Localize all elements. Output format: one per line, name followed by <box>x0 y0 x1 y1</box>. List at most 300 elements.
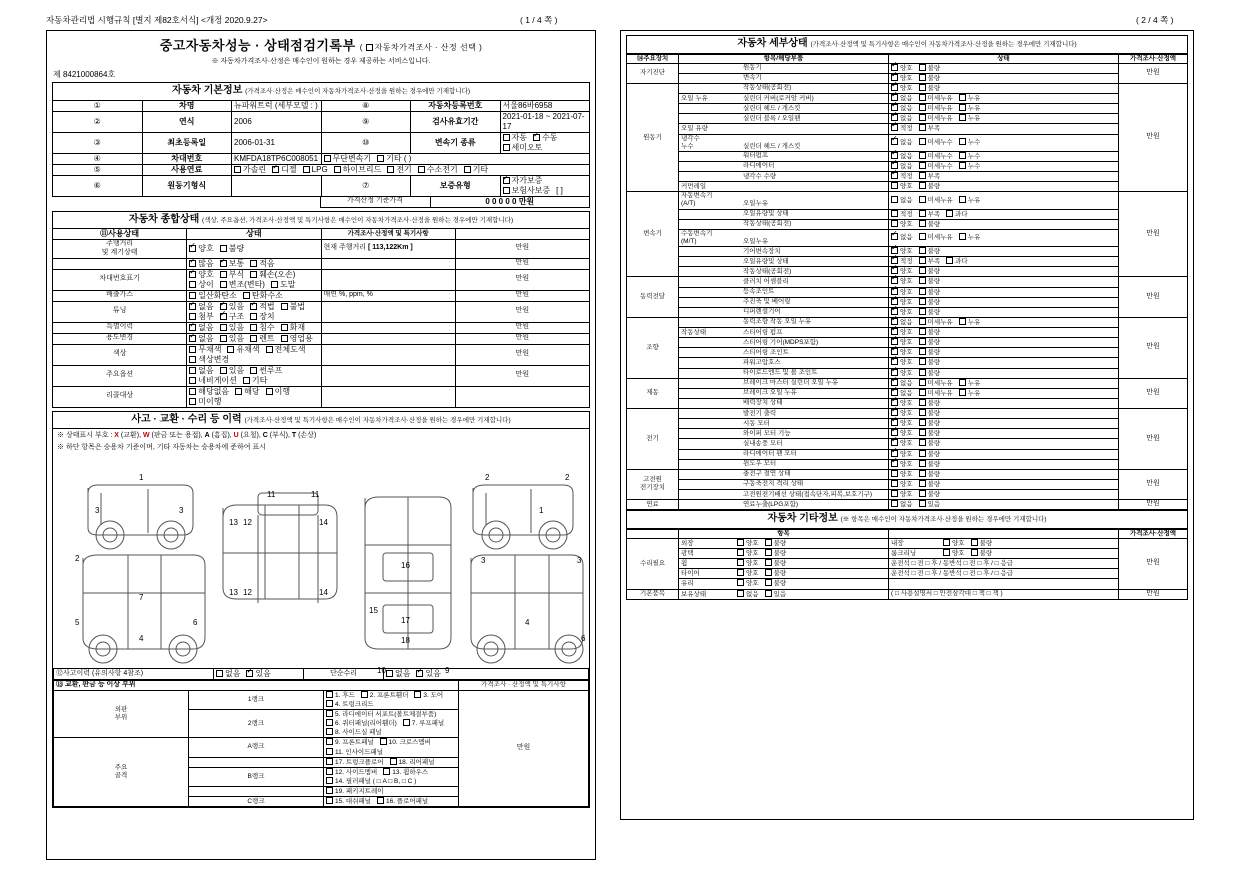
other-l-0-3-option[interactable]: 양호 <box>737 569 759 578</box>
checkbox-overall2-0[interactable] <box>189 271 196 278</box>
detail-item-state[interactable] <box>889 388 1119 398</box>
checkbox-detail-7-2-0[interactable] <box>891 490 898 497</box>
other-item-label[interactable]: 휠 양호 불량 <box>679 559 889 569</box>
detail-6-3-option[interactable]: ✓ 양호 <box>891 439 913 448</box>
checkbox-detail-1-5-1[interactable] <box>919 138 926 145</box>
detail-item-state[interactable] <box>889 490 1119 500</box>
other-l-0-4-option[interactable]: 불량 <box>765 579 787 588</box>
detail-item-state[interactable] <box>889 429 1119 439</box>
accident-options[interactable] <box>214 669 304 680</box>
overall1-option[interactable]: ✓ 보통 <box>220 259 244 269</box>
overall9-option[interactable]: 미이행 <box>189 397 221 407</box>
detail-item-state[interactable] <box>889 398 1119 408</box>
detail-2-4-option[interactable]: 불량 <box>919 247 941 256</box>
detail-2-6-option[interactable]: 불량 <box>919 267 941 276</box>
checkbox-detail-1-3-1[interactable] <box>919 114 926 121</box>
overall8-option[interactable]: 기타 <box>243 376 267 386</box>
detail-6-5-option[interactable]: ✓ 양호 <box>891 460 913 469</box>
checkbox-detail-2-3-1[interactable] <box>919 233 926 240</box>
detail-1-7-option[interactable]: 누수 <box>959 162 981 171</box>
checkbox-overall7-3[interactable] <box>189 356 196 363</box>
transmission-option[interactable]: 자동 <box>503 133 527 143</box>
checkbox-exchange-1-0[interactable] <box>326 710 333 717</box>
exchange-part[interactable]: 13. 휠하우스 <box>383 768 428 777</box>
checkbox-detail-1-6-2[interactable] <box>959 152 966 159</box>
detail-3-1-option[interactable]: ✓ 양호 <box>891 288 913 297</box>
overall-item-state[interactable] <box>187 365 321 386</box>
checkbox-overall7-1[interactable] <box>227 346 234 353</box>
detail-item-state[interactable] <box>889 247 1119 257</box>
checkbox-other-r-0-1-0[interactable] <box>943 549 950 556</box>
checkbox-detail-5-0-2[interactable] <box>959 379 966 386</box>
checkbox-overall6-1[interactable] <box>220 335 227 342</box>
checkbox-fuel-1[interactable] <box>272 166 279 173</box>
detail-3-0-option[interactable]: 불량 <box>919 277 941 286</box>
other-r-0-1-option[interactable]: 불량 <box>971 549 993 558</box>
overall0-option[interactable]: 불량 <box>220 244 244 254</box>
exchange-part[interactable]: 1. 후드 <box>326 691 355 700</box>
detail-1-5-option[interactable]: 누수 <box>959 138 981 147</box>
detail-4-0-option[interactable]: 누유 <box>959 318 981 327</box>
exchange-part[interactable]: 2. 프론트휀더 <box>361 691 409 700</box>
checkbox-fuel-2[interactable] <box>303 166 310 173</box>
checkbox-overall9-3[interactable] <box>189 398 196 405</box>
detail-item-state[interactable] <box>889 358 1119 368</box>
fuel-option[interactable]: 하이브리드 <box>334 165 382 175</box>
other-item-right[interactable]: ( □ 사용설명서 □ 안전삼각대 □ 잭 □ 잭 ) <box>889 589 1119 599</box>
checkbox-other-l-0-2-1[interactable] <box>765 559 772 566</box>
fuel-option[interactable]: LPG <box>303 165 328 175</box>
checkbox-transmission-1[interactable] <box>533 134 540 141</box>
checkbox-detail-6-2-1[interactable] <box>919 429 926 436</box>
warranty-option[interactable]: ✓자가보증 <box>503 176 543 186</box>
detail-item-state[interactable] <box>889 94 1119 104</box>
checkbox-detail-4-0-2[interactable] <box>959 318 966 325</box>
exchange-items[interactable] <box>324 738 459 757</box>
detail-5-2-option[interactable]: 불량 <box>919 399 941 408</box>
detail-0-1-option[interactable]: ✓ 양호 <box>891 74 913 83</box>
detail-2-0-option[interactable]: 미세누유 <box>919 196 953 205</box>
detail-7-2-option[interactable]: 양호 <box>891 490 913 499</box>
checkbox-overall9-0[interactable] <box>189 388 196 395</box>
exchange-part[interactable]: 4. 트렁크리드 <box>326 700 374 709</box>
overall2-option[interactable]: 훼손(오손) <box>250 270 295 280</box>
checkbox-overall8-0[interactable] <box>189 367 196 374</box>
checkbox-overall2-4[interactable] <box>220 281 227 288</box>
checkbox-other-l-0-4-1[interactable] <box>765 579 772 586</box>
checkbox-detail-1-1-1[interactable] <box>919 94 926 101</box>
checkbox-detail-2-1-1[interactable] <box>919 210 926 217</box>
detail-2-3-option[interactable]: 누유 <box>959 233 981 242</box>
overall4-option[interactable]: ✓없음 <box>189 302 213 312</box>
overall4-option[interactable]: 첨부 <box>189 312 213 322</box>
overall-item-state[interactable] <box>187 333 321 344</box>
checkbox-exchange-6-1[interactable] <box>377 797 384 804</box>
detail-1-7-option[interactable]: 미세누수 <box>919 162 953 171</box>
detail-item-state[interactable] <box>889 378 1119 388</box>
transmission-options[interactable] <box>500 132 590 153</box>
checkbox-warranty-0[interactable] <box>503 177 510 184</box>
detail-8-0-option[interactable]: 있음 <box>919 500 941 509</box>
detail-5-1-option[interactable]: 미세누유 <box>919 389 953 398</box>
detail-item-state[interactable] <box>889 459 1119 469</box>
overall5-option[interactable]: ✓ 없음 <box>189 323 213 333</box>
detail-1-3-option[interactable]: 누유 <box>959 114 981 123</box>
detail-item-state[interactable] <box>889 63 1119 73</box>
detail-4-0-option[interactable]: 미세누유 <box>919 318 953 327</box>
exchange-part[interactable]: 3. 도어 <box>414 691 443 700</box>
detail-4-4-option[interactable]: ✓ 양호 <box>891 358 913 367</box>
checkbox-overall8-4[interactable] <box>243 377 250 384</box>
checkbox-overall4-4[interactable] <box>189 313 196 320</box>
detail-2-1-option[interactable]: 적정 <box>891 210 913 219</box>
checkbox-overall4-5[interactable] <box>220 313 227 320</box>
overall4-option[interactable]: ✓ 적법 <box>250 302 274 312</box>
fuel-option[interactable]: 가솔린 <box>234 165 266 175</box>
detail-5-0-option[interactable]: 누유 <box>959 379 981 388</box>
checkbox-detail-0-1-1[interactable] <box>919 74 926 81</box>
checkbox-detail-2-1-2[interactable] <box>946 210 953 217</box>
checkbox-exchange-4-2[interactable] <box>326 777 333 784</box>
detail-item-state[interactable] <box>889 277 1119 287</box>
checkbox-detail-6-0-1[interactable] <box>919 409 926 416</box>
checkbox-exchange-4-0[interactable] <box>326 768 333 775</box>
detail-4-5-option[interactable]: 불량 <box>919 369 941 378</box>
detail-2-0-option[interactable]: 없음 <box>891 196 913 205</box>
checkbox-detail-0-0-1[interactable] <box>919 64 926 71</box>
detail-item-state[interactable] <box>889 229 1119 246</box>
detail-4-2-option[interactable]: 불량 <box>919 338 941 347</box>
other-l-0-2-option[interactable]: 양호 <box>737 559 759 568</box>
checkbox-overall2-5[interactable] <box>271 281 278 288</box>
overall7-option[interactable]: 무채색 <box>189 345 221 355</box>
exchange-part[interactable]: 11. 인사이드패널 <box>326 748 383 757</box>
exchange-part[interactable]: 18. 리어패널 <box>390 758 435 767</box>
accident-option[interactable]: ✓ 있음 <box>246 669 270 679</box>
checkbox-detail-6-4-1[interactable] <box>919 450 926 457</box>
checkbox-overall1-2[interactable] <box>250 260 257 267</box>
checkbox-exchange-2-1[interactable] <box>380 738 387 745</box>
other-r-0-0-option[interactable]: 불량 <box>971 539 993 548</box>
other-item-right[interactable]: 운전석 □ 전 □ 후 / 동반석 □ 전 □ 후 / □ 응급 <box>889 559 1119 569</box>
exchange-part[interactable]: 12. 사이드멤버 <box>326 768 377 777</box>
overall-item-state[interactable] <box>187 269 321 290</box>
price-survey-option[interactable]: ( 자동차가격조사 · 산정 선택 ) <box>359 43 483 52</box>
checkbox-detail-7-0-1[interactable] <box>919 470 926 477</box>
exchange-part[interactable]: 8. 사이드실 패널 <box>326 728 382 737</box>
checkbox-detail-2-3-2[interactable] <box>959 233 966 240</box>
checkbox-other-l-0-2-0[interactable] <box>737 559 744 566</box>
checkbox-overall4-0[interactable] <box>189 303 196 310</box>
detail-0-1-option[interactable]: 불량 <box>919 74 941 83</box>
detail-3-0-option[interactable]: ✓ 양호 <box>891 277 913 286</box>
checkbox-detail-1-6-1[interactable] <box>919 152 926 159</box>
detail-item-state[interactable] <box>889 449 1119 459</box>
detail-6-5-option[interactable]: 불량 <box>919 460 941 469</box>
transmission-options-2[interactable] <box>321 153 590 164</box>
detail-8-0-option[interactable]: 없음 <box>891 500 913 509</box>
checkbox-fuel-0[interactable] <box>234 166 241 173</box>
checkbox-other-l-1-0-1[interactable] <box>765 590 772 597</box>
detail-1-4-option[interactable]: ✓ 적정 <box>891 124 913 133</box>
checkbox-transmission-1[interactable] <box>377 155 384 162</box>
detail-item-state[interactable] <box>889 317 1119 327</box>
checkbox-other-l-0-0-0[interactable] <box>737 539 744 546</box>
checkbox-detail-5-1-1[interactable] <box>919 389 926 396</box>
detail-3-2-option[interactable]: 불량 <box>919 298 941 307</box>
checkbox-exchange-1-3[interactable] <box>326 728 333 735</box>
other-item-label[interactable]: 타이어 양호 불량 <box>679 569 889 579</box>
checkbox-overall2-3[interactable] <box>189 281 196 288</box>
overall4-option[interactable]: 장치 <box>250 312 274 322</box>
exchange-items[interactable] <box>324 690 459 709</box>
detail-4-2-option[interactable]: ✓ 양호 <box>891 338 913 347</box>
overall1-option[interactable]: 적음 <box>250 259 274 269</box>
detail-1-8-option[interactable]: ✓ 적정 <box>891 172 913 181</box>
overall6-option[interactable]: 영업용 <box>281 334 313 344</box>
checkbox-overall5-0[interactable] <box>189 324 196 331</box>
checkbox-simple-repair-0[interactable] <box>386 670 393 677</box>
other-l-0-2-option[interactable]: 불량 <box>765 559 787 568</box>
detail-1-5-option[interactable]: 미세누수 <box>919 138 953 147</box>
checkbox-detail-4-3-1[interactable] <box>919 348 926 355</box>
fuel-option[interactable]: 기타 <box>464 165 488 175</box>
detail-1-1-option[interactable]: ✓ 없음 <box>891 94 913 103</box>
detail-1-9-option[interactable]: 양호 <box>891 182 913 191</box>
checkbox-overall2-1[interactable] <box>220 271 227 278</box>
detail-5-0-option[interactable]: ✓ 없음 <box>891 379 913 388</box>
checkbox-detail-4-2-1[interactable] <box>919 338 926 345</box>
overall9-option[interactable]: 이행 <box>266 387 290 397</box>
checkbox-overall3-0[interactable] <box>189 292 196 299</box>
detail-0-0-option[interactable]: 불량 <box>919 64 941 73</box>
overall8-option[interactable]: 썬루프 <box>250 366 282 376</box>
other-item-right[interactable]: 룸크리닝 양호 불량 <box>889 549 1119 559</box>
fuel-option[interactable]: 수소전기 <box>418 165 458 175</box>
checkbox-detail-7-1-1[interactable] <box>919 480 926 487</box>
overall6-option[interactable]: 렌트 <box>250 334 274 344</box>
checkbox-detail-2-0-1[interactable] <box>919 196 926 203</box>
detail-5-1-option[interactable]: 누유 <box>959 389 981 398</box>
detail-7-1-option[interactable]: 불량 <box>919 480 941 489</box>
checkbox-exchange-6-0[interactable] <box>326 797 333 804</box>
overall-item-state[interactable] <box>187 240 321 259</box>
checkbox-detail-3-0-1[interactable] <box>919 277 926 284</box>
checkbox-fuel-3[interactable] <box>334 166 341 173</box>
checkbox-transmission-0[interactable] <box>503 134 510 141</box>
simple-repair-option[interactable]: 없음 <box>386 669 410 679</box>
detail-1-3-option[interactable]: ✓ 없음 <box>891 114 913 123</box>
detail-7-2-option[interactable]: 불량 <box>919 490 941 499</box>
exchange-items[interactable] <box>324 787 459 797</box>
detail-3-3-option[interactable]: ✓ 양호 <box>891 308 913 317</box>
detail-5-1-option[interactable]: ✓ 없음 <box>891 389 913 398</box>
checkbox-overall7-2[interactable] <box>266 346 273 353</box>
checkbox-other-l-0-4-0[interactable] <box>737 579 744 586</box>
detail-4-0-option[interactable]: ✓ 없음 <box>891 318 913 327</box>
checkbox-exchange-1-2[interactable] <box>403 719 410 726</box>
detail-item-state[interactable] <box>889 104 1119 114</box>
checkbox-detail-7-1-0[interactable] <box>891 480 898 487</box>
other-item-label[interactable]: 유리 양호 불량 <box>679 579 889 589</box>
checkbox-detail-2-0-0[interactable] <box>891 196 898 203</box>
checkbox-detail-1-5-2[interactable] <box>959 138 966 145</box>
exchange-part[interactable]: 9. 프론트패널 <box>326 738 374 747</box>
detail-item-state[interactable] <box>889 134 1119 151</box>
detail-3-1-option[interactable]: 불량 <box>919 288 941 297</box>
overall-item-state[interactable] <box>187 258 321 269</box>
other-item-right[interactable] <box>889 579 1119 589</box>
other-r-0-1-option[interactable]: 양호 <box>943 549 965 558</box>
other-l-0-0-option[interactable]: 불량 <box>765 539 787 548</box>
detail-5-0-option[interactable]: 미세누유 <box>919 379 953 388</box>
detail-4-1-option[interactable]: ✓ 양호 <box>891 328 913 337</box>
detail-item-state[interactable] <box>889 209 1119 219</box>
accident-option[interactable]: 없음 <box>216 669 240 679</box>
detail-1-2-option[interactable]: 미세누유 <box>919 104 953 113</box>
detail-item-state[interactable] <box>889 500 1119 510</box>
checkbox-detail-2-4-1[interactable] <box>919 247 926 254</box>
detail-1-1-option[interactable]: 미세누유 <box>919 94 953 103</box>
overall2-option[interactable]: 도말 <box>271 280 295 290</box>
simple-repair-option[interactable]: ✓ 있음 <box>416 669 440 679</box>
overall-item-state[interactable] <box>187 322 321 333</box>
checkbox-detail-3-3-1[interactable] <box>919 308 926 315</box>
detail-7-0-option[interactable]: 불량 <box>919 470 941 479</box>
detail-item-state[interactable] <box>889 338 1119 348</box>
detail-item-state[interactable] <box>889 307 1119 317</box>
checkbox-other-l-1-0-0[interactable] <box>737 590 744 597</box>
transmission-option[interactable]: ✓ 수동 <box>533 133 557 143</box>
overall1-option[interactable]: ✓많음 <box>189 259 213 269</box>
detail-item-state[interactable] <box>889 172 1119 182</box>
checkbox-detail-1-0-1[interactable] <box>919 84 926 91</box>
overall-item-state[interactable] <box>187 386 321 407</box>
checkbox-detail-1-2-2[interactable] <box>959 104 966 111</box>
checkbox-overall0-1[interactable] <box>220 245 227 252</box>
simple-repair-options[interactable] <box>384 669 589 680</box>
detail-4-3-option[interactable]: ✓ 양호 <box>891 348 913 357</box>
detail-2-1-option[interactable]: 과다 <box>946 210 968 219</box>
checkbox-overall9-1[interactable] <box>235 388 242 395</box>
checkbox-exchange-0-0[interactable] <box>326 691 333 698</box>
detail-item-state[interactable] <box>889 368 1119 378</box>
detail-1-0-option[interactable]: ✓ 양호 <box>891 84 913 93</box>
detail-item-state[interactable] <box>889 409 1119 419</box>
overall7-option[interactable]: 전체도색 <box>266 345 306 355</box>
other-l-1-0-option[interactable]: 없음 <box>737 590 759 599</box>
checkbox-detail-6-3-1[interactable] <box>919 439 926 446</box>
detail-item-state[interactable] <box>889 287 1119 297</box>
checkbox-overall7-0[interactable] <box>189 346 196 353</box>
detail-item-state[interactable] <box>889 182 1119 192</box>
detail-5-2-option[interactable]: ✓ 양호 <box>891 399 913 408</box>
detail-item-state[interactable] <box>889 479 1119 489</box>
checkbox-detail-7-2-1[interactable] <box>919 490 926 497</box>
checkbox-other-l-0-0-1[interactable] <box>765 539 772 546</box>
other-l-0-4-option[interactable]: 양호 <box>737 579 759 588</box>
checkbox-other-l-0-1-0[interactable] <box>737 549 744 556</box>
checkbox-detail-1-1-2[interactable] <box>959 94 966 101</box>
overall-item-state[interactable] <box>187 344 321 365</box>
checkbox-detail-2-2-1[interactable] <box>919 220 926 227</box>
exchange-part[interactable]: 14. 필러패널 ( □ A □ B, □ C ) <box>326 777 416 786</box>
checkbox-overall5-2[interactable] <box>250 324 257 331</box>
overall2-option[interactable]: 부식 <box>220 270 244 280</box>
detail-2-1-option[interactable]: 부족 <box>919 210 941 219</box>
checkbox-overall1-0[interactable] <box>189 260 196 267</box>
checkbox-transmission-0[interactable] <box>324 155 331 162</box>
checkbox-exchange-2-2[interactable] <box>326 748 333 755</box>
checkbox-fuel-5[interactable] <box>418 166 425 173</box>
overall2-option[interactable]: 변조(변타) <box>220 280 265 290</box>
fuel-type-options[interactable] <box>232 164 590 175</box>
warranty-options[interactable] <box>500 175 590 196</box>
exchange-items[interactable] <box>324 767 459 786</box>
detail-item-state[interactable] <box>889 73 1119 83</box>
detail-item-state[interactable] <box>889 297 1119 307</box>
checkbox-overall8-1[interactable] <box>220 367 227 374</box>
checkbox-overall0-0[interactable] <box>189 245 196 252</box>
detail-1-2-option[interactable]: ✓ 없음 <box>891 104 913 113</box>
detail-item-state[interactable] <box>889 439 1119 449</box>
detail-2-5-option[interactable]: ✓ 적정 <box>891 257 913 266</box>
other-r-0-0-option[interactable]: 양호 <box>943 539 965 548</box>
checkbox-accident-1[interactable] <box>246 670 253 677</box>
detail-item-state[interactable] <box>889 161 1119 171</box>
exchange-part[interactable]: 10. 크로스멤버 <box>380 738 431 747</box>
checkbox-fuel-6[interactable] <box>464 166 471 173</box>
checkbox-other-r-0-0-0[interactable] <box>943 539 950 546</box>
checkbox-exchange-4-1[interactable] <box>383 768 390 775</box>
other-l-0-1-option[interactable]: 양호 <box>737 549 759 558</box>
other-item-right[interactable]: 운전석 □ 전 □ 후 / 동반석 □ 전 □ 후 / □ 응급 <box>889 569 1119 579</box>
other-l-0-3-option[interactable]: 불량 <box>765 569 787 578</box>
checkbox-detail-2-3-0[interactable] <box>891 233 898 240</box>
detail-4-1-option[interactable]: 불량 <box>919 328 941 337</box>
other-item-right[interactable]: 내장 양호 불량 <box>889 538 1119 548</box>
checkbox-overall4-3[interactable] <box>281 303 288 310</box>
checkbox-overall8-3[interactable] <box>189 377 196 384</box>
detail-4-3-option[interactable]: 불량 <box>919 348 941 357</box>
other-l-0-0-option[interactable]: 양호 <box>737 539 759 548</box>
other-item-label[interactable]: 외장 양호 불량 <box>679 538 889 548</box>
checkbox-overall3-1[interactable] <box>243 292 250 299</box>
checkbox-detail-1-3-2[interactable] <box>959 114 966 121</box>
checkbox-detail-3-2-1[interactable] <box>919 298 926 305</box>
checkbox-overall4-6[interactable] <box>250 313 257 320</box>
checkbox-detail-1-4-1[interactable] <box>919 124 926 131</box>
detail-7-0-option[interactable]: 양호 <box>891 470 913 479</box>
checkbox-detail-5-0-1[interactable] <box>919 379 926 386</box>
fuel-option[interactable]: 전기 <box>387 165 411 175</box>
exchange-part[interactable]: 16. 플로어패널 <box>377 797 428 806</box>
detail-6-1-option[interactable]: ✓ 양호 <box>891 419 913 428</box>
overall0-option[interactable]: ✓ 양호 <box>189 244 213 254</box>
detail-1-9-option[interactable]: 불량 <box>919 182 941 191</box>
detail-6-4-option[interactable]: ✓ 양호 <box>891 450 913 459</box>
checkbox-other-r-0-0-1[interactable] <box>971 539 978 546</box>
checkbox-detail-1-8-1[interactable] <box>919 172 926 179</box>
checkbox-overall5-1[interactable] <box>220 324 227 331</box>
transmission-option[interactable]: 무단변속기 <box>324 154 372 164</box>
checkbox-overall8-2[interactable] <box>250 367 257 374</box>
fuel-option[interactable]: ✓ 디젤 <box>272 165 296 175</box>
checkbox-detail-5-2-1[interactable] <box>919 399 926 406</box>
detail-2-2-option[interactable]: 양호 <box>891 220 913 229</box>
detail-1-6-option[interactable]: 미세누수 <box>919 152 953 161</box>
detail-2-5-option[interactable]: 부족 <box>919 257 941 266</box>
